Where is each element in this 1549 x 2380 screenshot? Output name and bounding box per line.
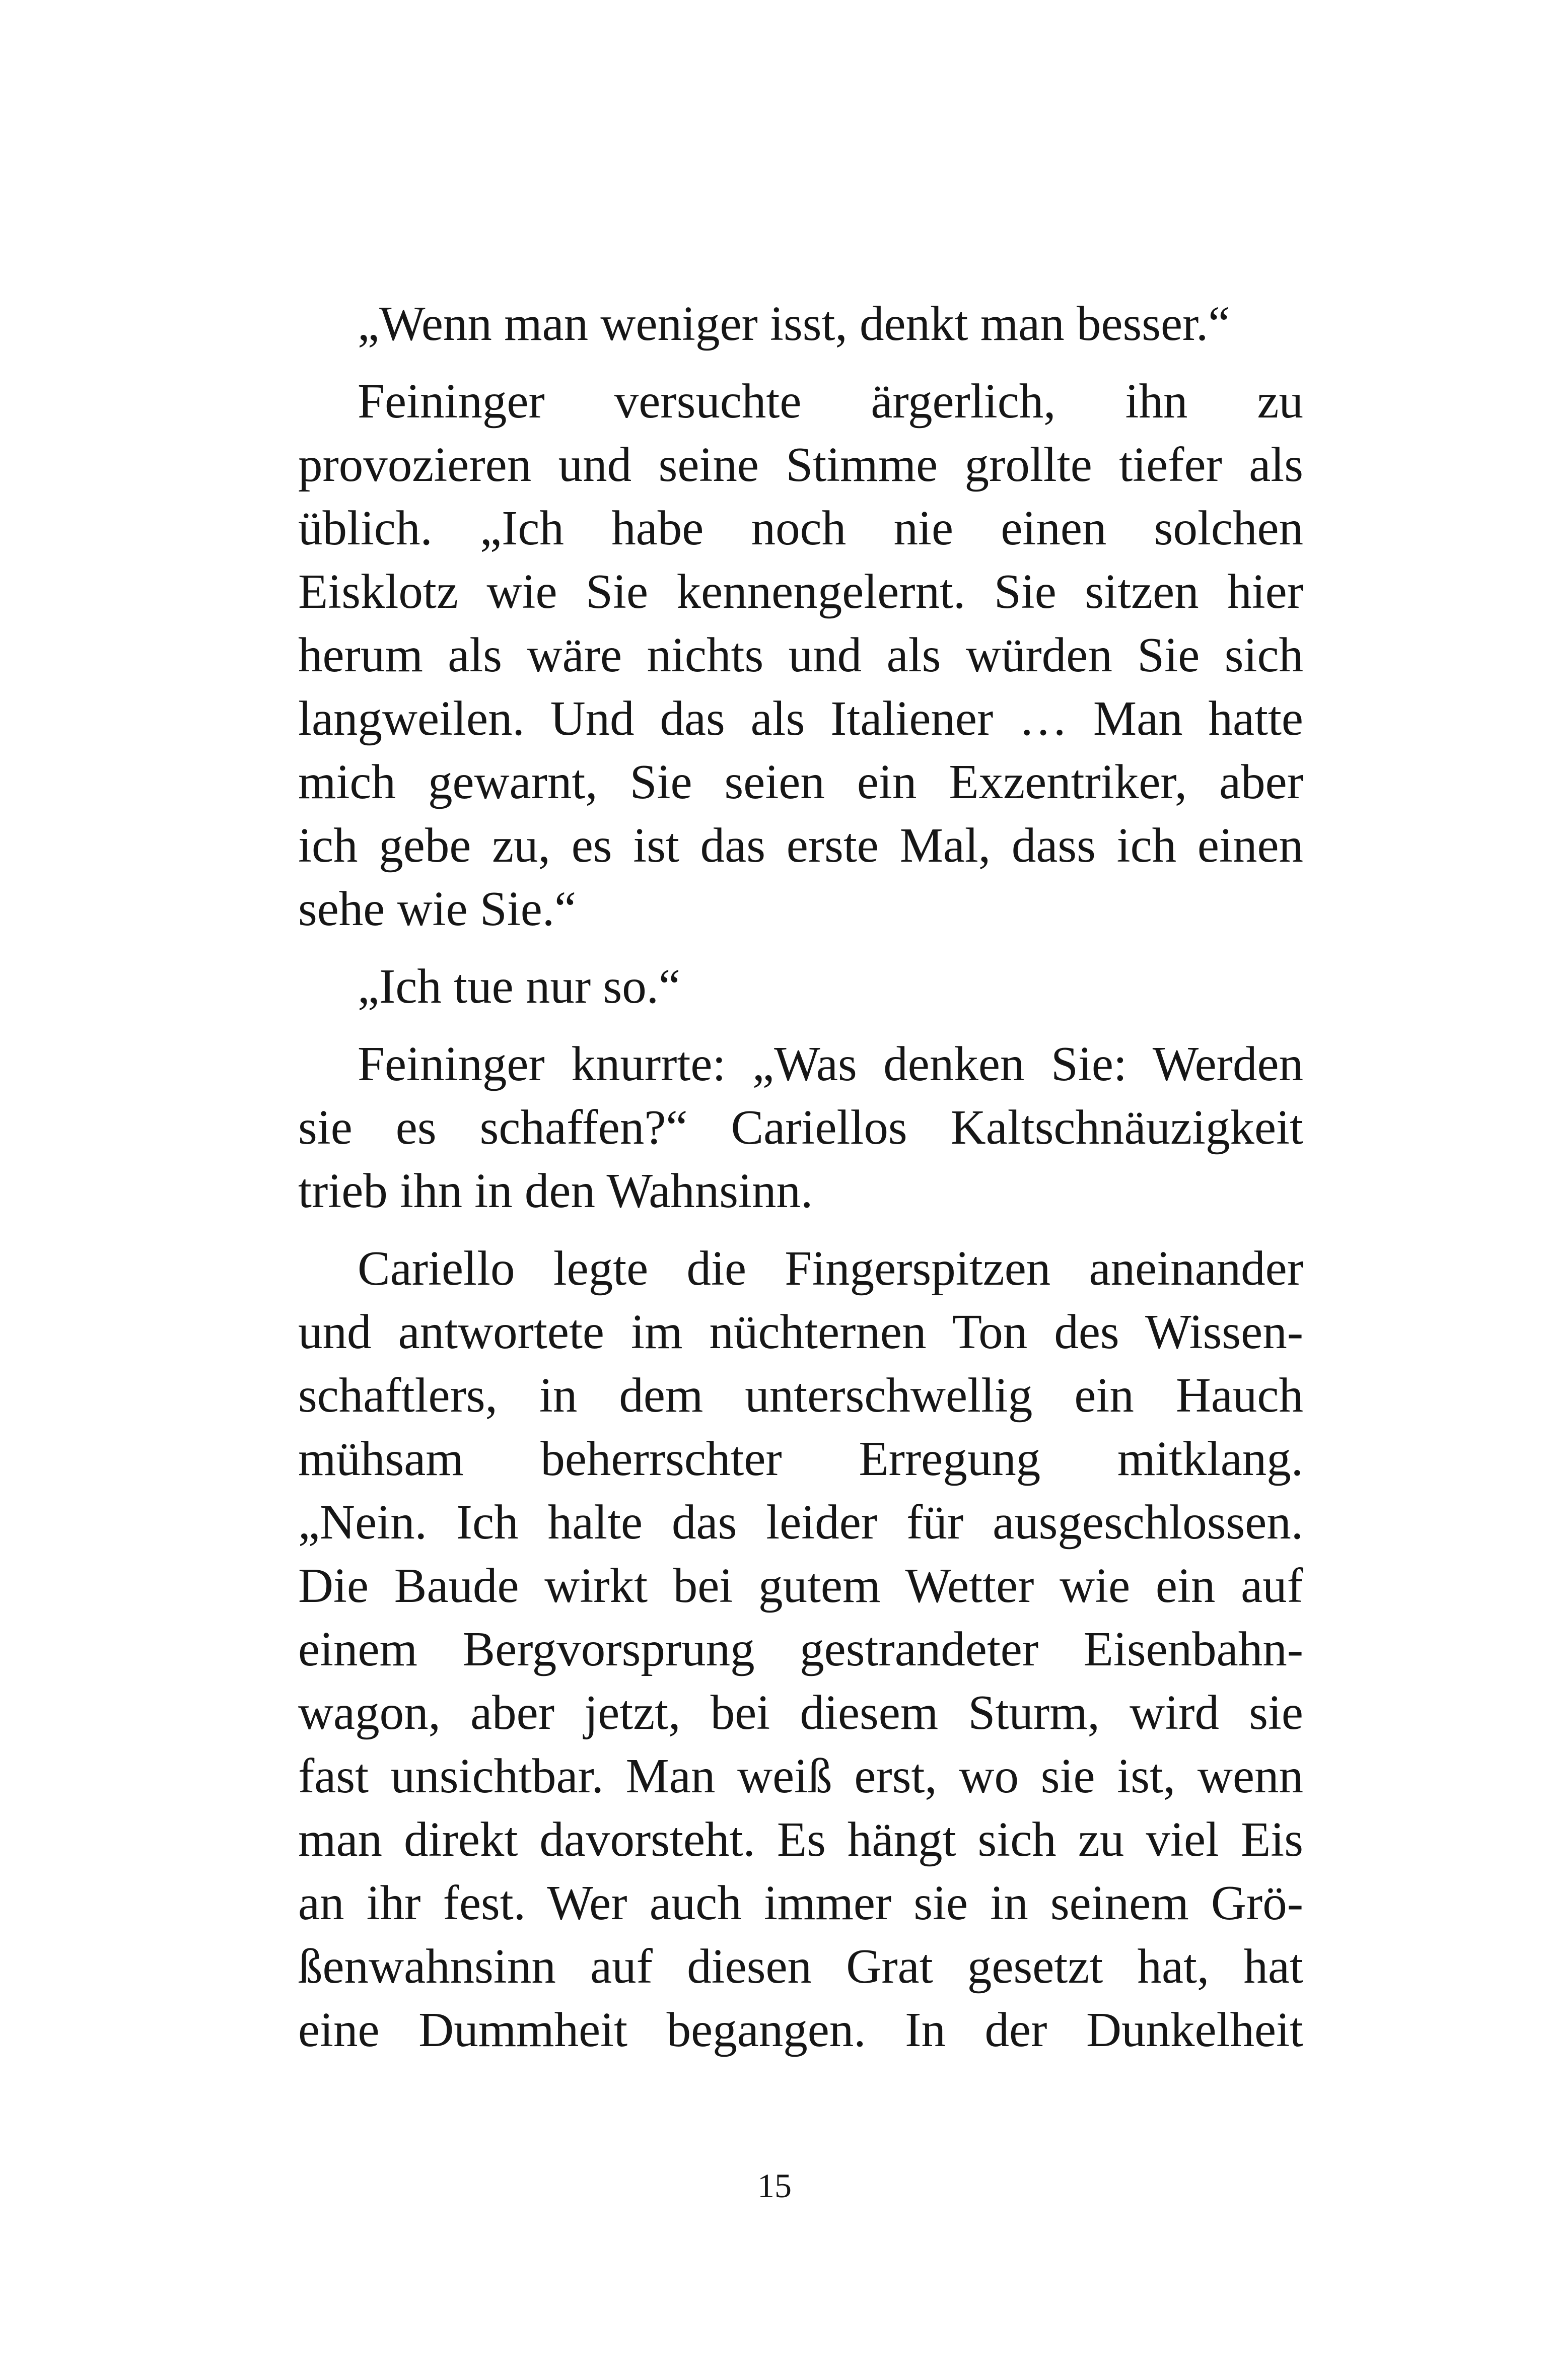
paragraph-3 <box>239 955 1303 1018</box>
text-line: Die Baude wirkt bei gutem Wetter wie ein auf <box>298 1559 1303 1613</box>
text-line: fast unsichtbar. Man weiß erst, wo sie ist, wenn <box>298 1749 1303 1803</box>
text-line: Feininger versuchte ärgerlich, ihn zu <box>358 374 1303 428</box>
text-line: üblich. „Ich habe noch nie einen solchen <box>298 501 1303 555</box>
paragraph-1 <box>239 292 1303 356</box>
text-line: „Wenn man weniger isst, denkt man besser.“ <box>358 297 1230 351</box>
text-line: an ihr fest. Wer auch immer sie in seinem Grö- <box>298 1876 1303 1930</box>
text-line: Feininger knurrte: „Was denken Sie: Werden <box>358 1037 1303 1091</box>
text-line: mühsam beherrschter Erregung mitklang. <box>298 1432 1303 1486</box>
text-line: ich gebe zu, es ist das erste Mal, dass ich einen <box>298 818 1303 872</box>
text-line: man direkt davorsteht. Es hängt sich zu viel Eis <box>298 1812 1303 1866</box>
paragraph-5 <box>239 1237 1303 2062</box>
text-line: wagon, aber jetzt, bei diesem Sturm, wird sie <box>298 1686 1303 1739</box>
paragraph-4 <box>239 1032 1303 1223</box>
text-line: sehe wie Sie.“ <box>298 882 577 936</box>
text-line: schaftlers, in dem unterschwellig ein Hauch <box>298 1368 1303 1422</box>
text-line: mich gewarnt, Sie seien ein Exzentriker, aber <box>298 755 1303 809</box>
text-line: provozieren und seine Stimme grollte tiefer als <box>298 438 1303 492</box>
page-number: 15 <box>757 2166 792 2205</box>
text-line: Cariello legte die Fingerspitzen aneinander <box>358 1241 1303 1295</box>
text-line: und antwortete im nüchternen Ton des Wissen- <box>298 1305 1303 1359</box>
text-line: trieb ihn in den Wahnsinn. <box>298 1164 813 1218</box>
text-line: einem Bergvorsprung gestrandeter Eisenbahn- <box>298 1622 1303 1676</box>
paragraph-2 <box>239 370 1303 941</box>
text-line: ßenwahnsinn auf diesen Grat gesetzt hat, hat <box>298 1939 1303 1993</box>
text-line: sie es schaffen?“ Cariellos Kaltschnäuzigkeit <box>298 1100 1303 1154</box>
text-line: „Ich tue nur so.“ <box>358 959 681 1013</box>
text-line: „Nein. Ich halte das leider für ausgeschlossen. <box>298 1495 1303 1549</box>
page-body-text <box>239 292 1303 2076</box>
text-line: langweilen. Und das als Italiener … Man hatte <box>298 691 1303 745</box>
text-line: Eisklotz wie Sie kennengelernt. Sie sitzen hier <box>298 565 1303 618</box>
text-line: herum als wäre nichts und als würden Sie sich <box>298 628 1303 682</box>
text-line: eine Dummheit begangen. In der Dunkelheit <box>298 2003 1303 2057</box>
